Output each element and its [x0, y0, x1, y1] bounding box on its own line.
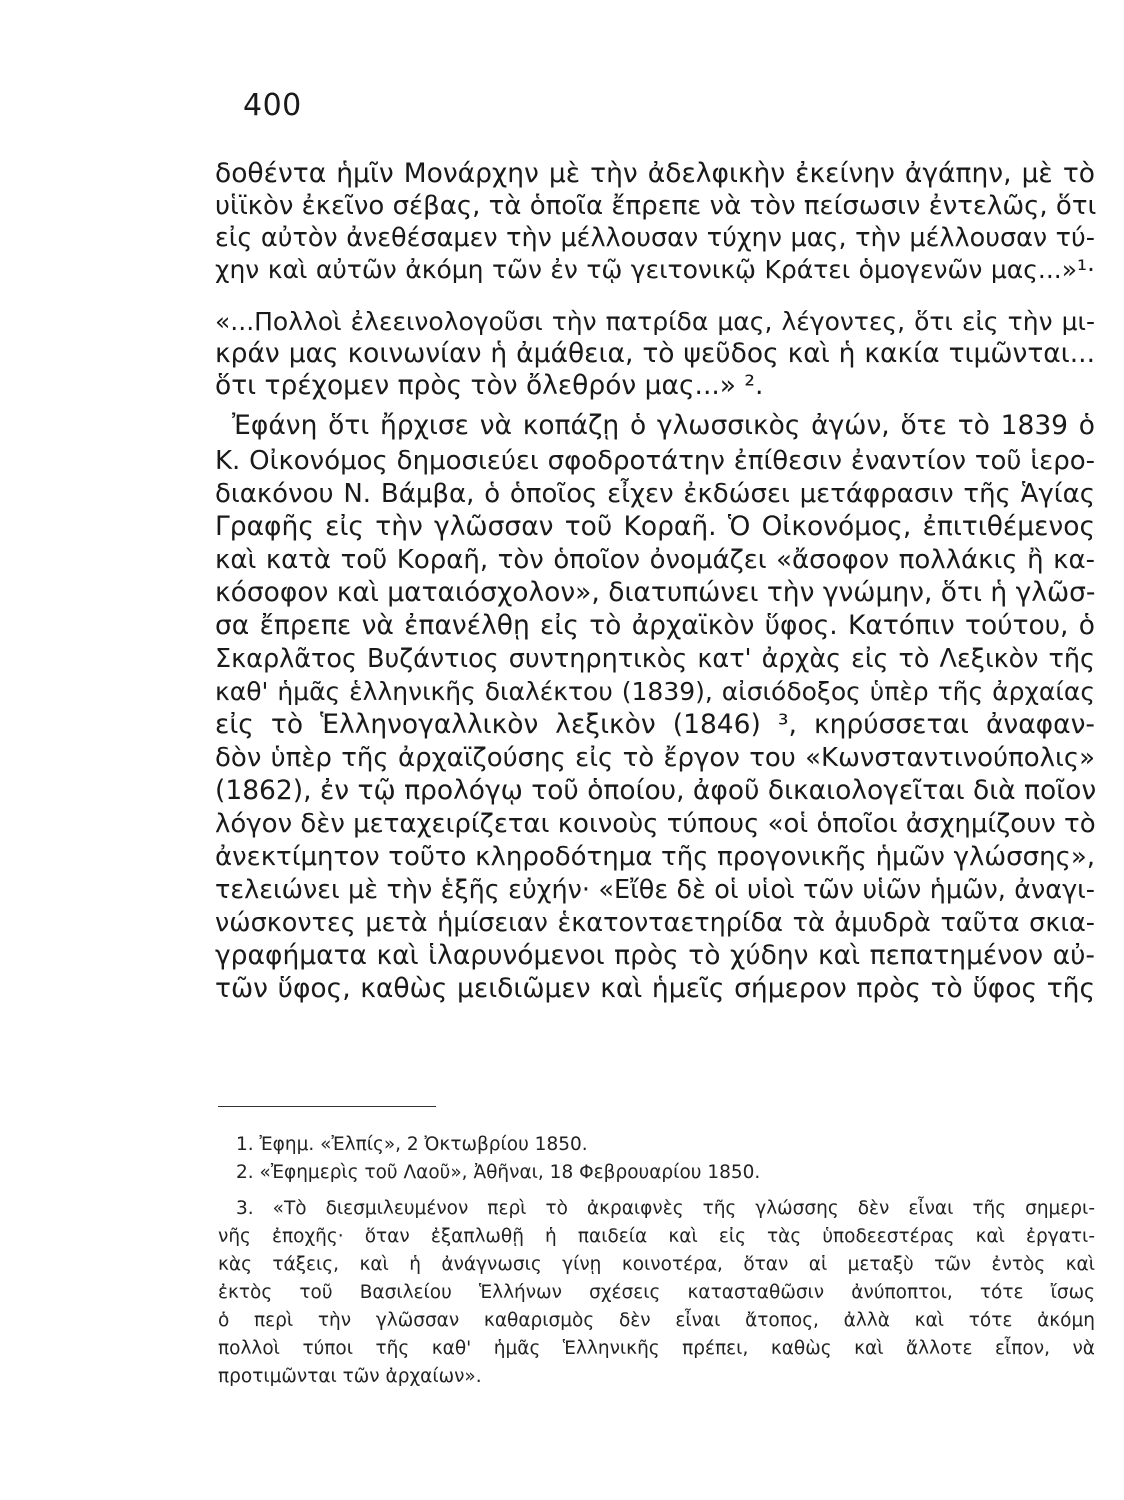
body-line: Ἐφάνη ὅτι ἤρχισε νὰ κοπάζῃ ὁ γλωσσικὸς ἀγών, ὅτε τὸ 1839 ὁ	[232, 410, 1095, 441]
body-line: τελειώνει μὲ τὴν ἑξῆς εὐχήν· «Εἴθε δὲ οἱ υἱοὶ τῶν υἱῶν ἡμῶν, ἀναγι-	[215, 875, 1095, 905]
body-line: εἰς αὐτὸν ἀνεθέσαμεν τὴν μέλλουσαν τύχην μας, τὴν μέλλουσαν τύ-	[215, 223, 1095, 253]
footnote-3-line: ἐκτὸς τοῦ Βασιλείου Ἑλλήνων σχέσεις κατασταθῶσιν ἀνύποπτοι, τότε ἴσως	[218, 1282, 1095, 1303]
body-line: διακόνου Ν. Βάμβα, ὁ ὁποῖος εἶχεν ἐκδώσει μετάφρασιν τῆς Ἁγίας	[215, 479, 1095, 509]
body-line: ὅτι τρέχομεν πρὸς τὸν ὄλεθρόν μας...» ².	[215, 370, 764, 401]
body-line: ἀνεκτίμητον τοῦτο κληροδότημα τῆς προγονικῆς ἡμῶν γλώσσης»,	[215, 842, 1095, 872]
footnote-1: 1. Ἐφημ. «Ἐλπίς», 2 Ὀκτωβρίου 1850.	[236, 1134, 588, 1155]
body-line: καὶ κατὰ τοῦ Κοραῆ, τὸν ὁποῖον ὀνομάζει «ἄσοφον πολλάκις ἢ κα-	[215, 545, 1095, 575]
body-line: κόσοφον καὶ ματαιόσχολον», διατυπώνει τὴν γνώμην, ὅτι ἡ γλῶσ-	[215, 577, 1096, 608]
footnote-3-line: ὁ περὶ τὴν γλῶσσαν καθαρισμὸς δὲν εἶναι ἄτοπος, ἀλλὰ καὶ τότε ἀκόμη	[218, 1310, 1095, 1331]
footnote-3-line: νῆς ἐποχῆς· ὅταν ἐξαπλωθῇ ἡ παιδεία καὶ εἰς τὰς ὑποδεεστέρας καὶ ἐργατι-	[218, 1226, 1095, 1247]
body-line: Γραφῆς εἰς τὴν γλῶσσαν τοῦ Κοραῆ. Ὁ Οἰκονόμος, ἐπιτιθέμενος	[215, 511, 1095, 542]
body-line: καθ' ἡμᾶς ἑλληνικῆς διαλέκτου (1839), αἰσιόδοξος ὑπὲρ τῆς ἀρχαίας	[215, 677, 1095, 706]
body-line: κράν μας κοινωνίαν ἡ ἀμάθεια, τὸ ψεῦδος καὶ ἡ κακία τιμῶνται...	[215, 338, 1095, 369]
body-line: υἱϊκὸν ἐκεῖνο σέβας, τὰ ὁποῖα ἔπρεπε νὰ τὸν πείσωσιν ἐντελῶς, ὅτι	[215, 191, 1097, 221]
body-line: (1862), ἐν τῷ προλόγῳ τοῦ ὁποίου, ἀφοῦ δικαιολογεῖται διὰ ποῖον	[215, 775, 1097, 806]
body-line: Κ. Οἰκονόμος δημοσιεύει σφοδροτάτην ἐπίθεσιν ἐναντίον τοῦ ἱερο-	[215, 446, 1095, 476]
page-number: 400	[243, 88, 302, 123]
footnote-3-line: 3. «Τὸ διεσμιλευμένον περὶ τὸ ἀκραιφνὲς τῆς γλώσσης δὲν εἶναι τῆς σημερι-	[236, 1198, 1095, 1219]
body-line: γραφήματα καὶ ἱλαρυνόμενοι πρὸς τὸ χύδην καὶ πεπατημένον αὐ-	[215, 940, 1095, 971]
footnote-3-line: προτιμῶνται τῶν ἀρχαίων».	[218, 1366, 482, 1387]
body-line: δοθέντα ἡμῖν Μονάρχην μὲ τὴν ἀδελφικὴν ἐκείνην ἀγάπην, μὲ τὸ	[215, 158, 1095, 189]
body-line: χην καὶ αὐτῶν ἀκόμη τῶν ἐν τῷ γειτονικῷ Κράτει ὁμογενῶν μας...»¹·	[215, 255, 1095, 284]
footnote-2: 2. «Ἐφημερὶς τοῦ Λαοῦ», Ἀθῆναι, 18 Φεβρουαρίου 1850.	[236, 1162, 761, 1183]
body-line: τῶν ὕφος, καθὼς μειδιῶμεν καὶ ἡμεῖς σήμερον πρὸς τὸ ὕφος τῆς	[215, 973, 1095, 1004]
body-line: εἰς τὸ Ἑλληνογαλλικὸν λεξικὸν (1846) ³, κηρύσσεται ἀναφαν-	[215, 709, 1095, 740]
body-line: δὸν ὑπὲρ τῆς ἀρχαϊζούσης εἰς τὸ ἔργον του «Κωνσταντινούπολις»	[215, 743, 1095, 773]
body-line: «...Πολλοὶ ἐλεεινολογοῦσι τὴν πατρίδα μας, λέγοντες, ὅτι εἰς τὴν μι-	[215, 307, 1095, 336]
footnote-3-line: πολλοὶ τύποι τῆς καθ' ἡμᾶς Ἑλληνικῆς πρέπει, καθὼς καὶ ἄλλοτε εἶπον, νὰ	[218, 1338, 1095, 1359]
footnote-divider	[218, 1106, 436, 1107]
body-line: λόγον δὲν μεταχειρίζεται κοινοὺς τύπους «οἱ ὁποῖοι ἀσχημίζουν τὸ	[215, 809, 1096, 839]
body-line: Σκαρλᾶτος Βυζάντιος συντηρητικὸς κατ' ἀρχὰς εἰς τὸ Λεξικὸν τῆς	[215, 644, 1095, 674]
body-line: νώσκοντες μετὰ ἡμίσειαν ἑκατονταετηρίδα τὰ ἀμυδρὰ ταῦτα σκια-	[215, 908, 1095, 938]
body-line: σα ἔπρεπε νὰ ἐπανέλθῃ εἰς τὸ ἀρχαϊκὸν ὕφος. Κατόπιν τούτου, ὁ	[215, 610, 1095, 641]
footnote-3-line: κὰς τάξεις, καὶ ἡ ἀνάγνωσις γίνῃ κοινοτέρα, ὅταν αἱ μεταξὺ τῶν ἐντὸς καὶ	[218, 1254, 1095, 1275]
